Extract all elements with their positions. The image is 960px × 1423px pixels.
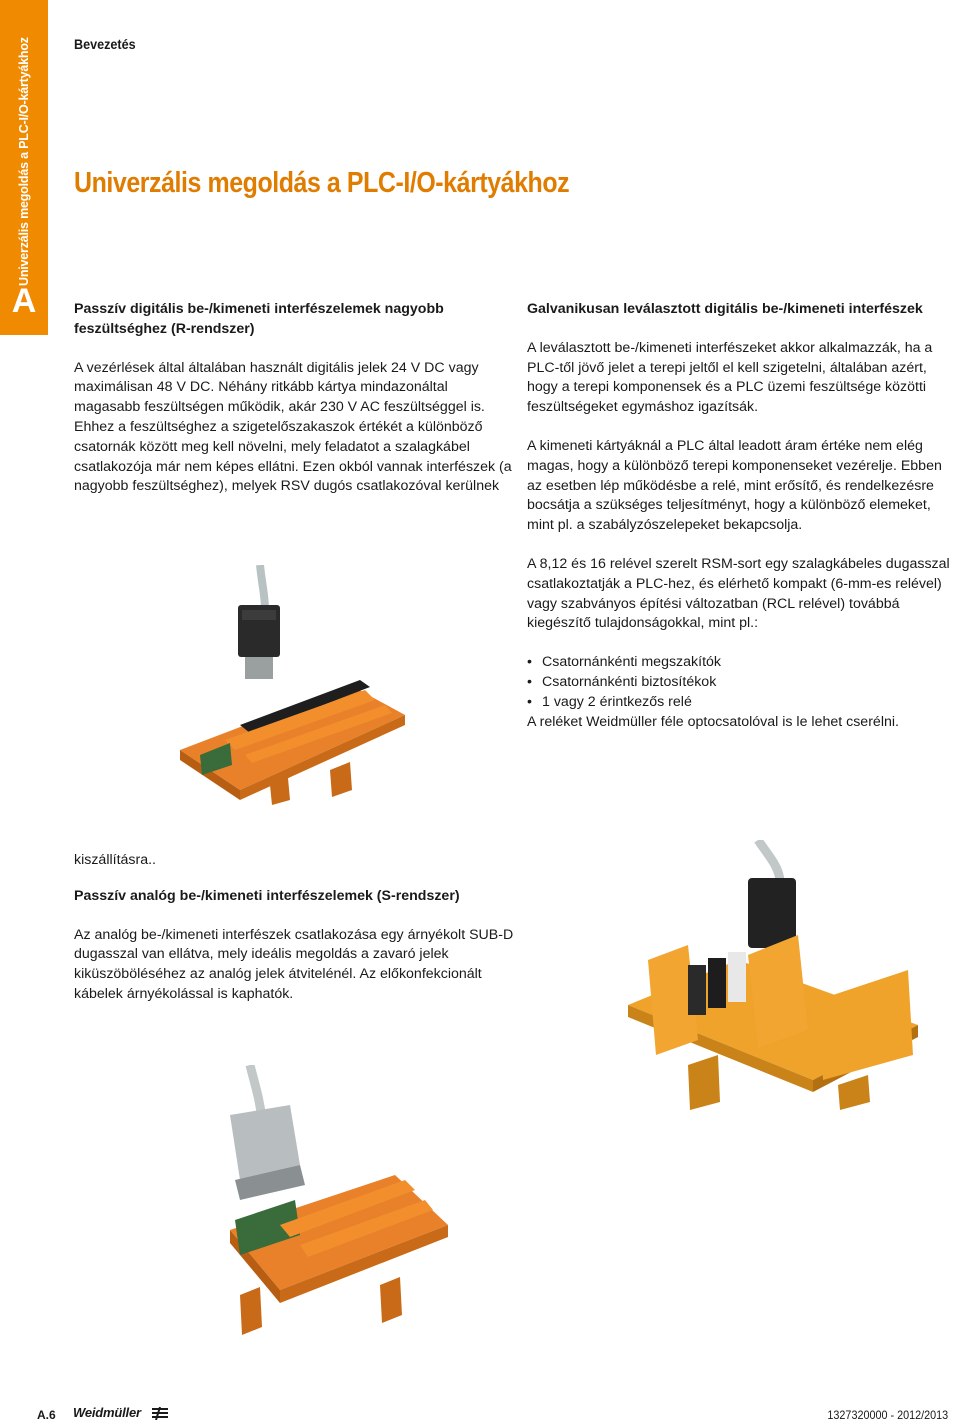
feature-item: • 1 vagy 2 érintkezős relé [527,693,957,713]
left-column-2 [74,851,514,1024]
section-label: Bevezetés [74,36,136,52]
product-photo-rsv-interface [170,565,410,805]
page-title: Univerzális megoldás a PLC-I/O-kártyákhoz [74,167,570,199]
analog-heading: Passzív analóg be-/kimeneti interfészelemek (S-rendszer) [74,887,460,904]
left-column [74,300,514,516]
catalog-code: 1327320000 - 2012/2013 [827,1408,948,1422]
brand-logo-icon [150,1407,170,1420]
right-closing: A reléket Weidmüller féle optocsatolóval is le lehet cserélni. [527,713,899,730]
right-paragraph-2: A kimeneti kártyáknál a PLC által leadott áram értéke nem elég magas, hogy a különböző terepi komponenseket vezérelje. Ebben az esetben lép működésbe a relé, mint erősítő, és rendelkezésre bocsátja a szükséges teljesítményt, hogy a különböző elemeket, mint pl. a szabályzószelepeket bekapcsolja. [527,437,942,534]
left-heading: Passzív digitális be-/kimeneti interfészelemek nagyobb feszültséghez (R-rendszer) [74,301,444,337]
left-paragraph: A vezérlések által általában használt digitális jelek 24 V DC vagy maximálisan 48 V DC. Néhány ritkább kártya mindazonáltal magasabb feszültségen működik, akár 230 V AC feszültséggel is. Ehhez a feszültséghez a szigetelőszakaszok értékét a különböző csatornák között meg kell növelni, mely feladatot a szalagkábel csatlakozója már nem képes ellátni. Ezen okból vannak interfészek (a nagyobb feszültséghez), melyek RSV dugós csatlakozóval kerülnek [74,359,512,495]
feature-item: • Csatornánkénti biztosítékok [527,673,957,693]
right-paragraph-1: A leválasztott be-/kimeneti interfészeket akkor alkalmazzák, ha a PLC-től jövő jelet a terepi jeltől el kell szigetelni, általában azért, hogy a terepi komponensek és a PLC üzemi feszültsége közötti feszültségeket egymáshoz igazítsák. [527,339,933,416]
side-tab-letter: A [11,282,37,320]
feature-item: • Csatornánkénti megszakítók [527,653,957,673]
product-photo-subd-interface [180,1065,450,1345]
left-continuation: kiszállításra.. [74,852,156,868]
feature-list [527,653,957,712]
product-photo-relay-module [628,840,928,1110]
brand-logo-text: Weidmüller [73,1405,141,1420]
page-number: A.6 [37,1408,56,1422]
side-tab-label: Univerzális megoldás a PLC-I/O-kártyákhoz [17,37,31,286]
analog-paragraph: Az analóg be-/kimeneti interfészek csatlakozása egy árnyékolt SUB-D dugasszal van ellátva, mely ideális megoldás a zavaró jelek kiküszöböléséhez az analóg jelek átvitelénél. Az előkonfekcionált kábelek árnyékolással is kaphatók. [74,926,514,1002]
right-heading: Galvanikusan leválasztott digitális be-/kimeneti interfészek [527,301,923,317]
right-column [527,300,957,732]
right-paragraph-3: A 8,12 és 16 relével szerelt RSM-sort egy szalagkábeles dugasszal csatlakoztatják a PLC-hez, és elérhető kompakt (6-mm-es relével) vagy szabványos építési változatban (RCL relével) továbbá kiegészítő tulajdonságokkal, mint pl.: [527,555,950,632]
